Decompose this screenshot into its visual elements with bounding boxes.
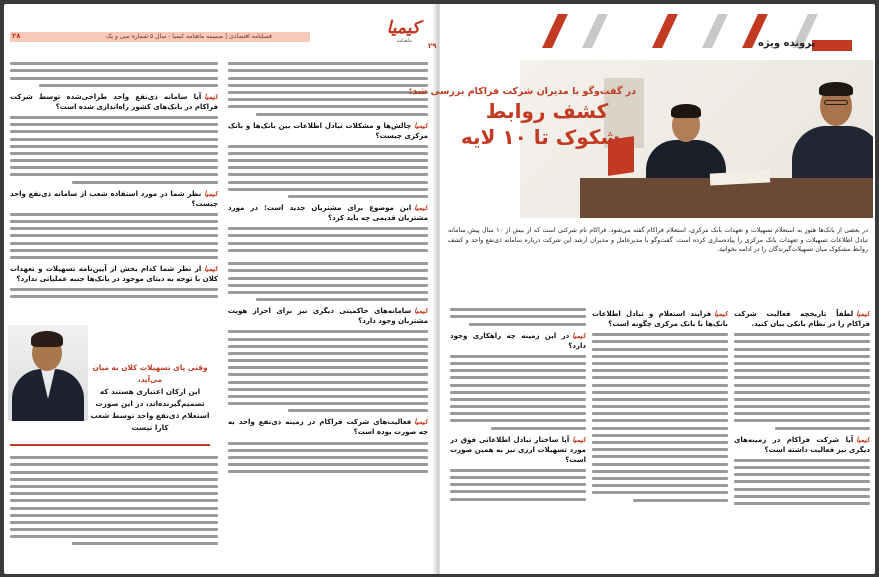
interview-question: کیمیااین موضوع برای مشتریان جدید است؛ در مورد مشتریان قدیمی چه باید کرد؟	[228, 203, 428, 222]
left-page-header	[10, 18, 426, 48]
right-column-middle	[592, 304, 728, 570]
left-header-title: فصلنامه اقتصادی | ضمیمه ماهنامه کیمیا - سال ۵ شماره سی و یک	[106, 33, 272, 40]
right-page-number: ۲۹	[428, 42, 437, 50]
interview-question: کیمیافعالیت‌های شرکت فراکام در زمینه ذی‌نفع واحد به چه صورت بوده است؟	[228, 417, 428, 437]
interview-question: کیمیاآیا سامانه ذی‌نفع واحد طراحی‌شده توسط شرکت فراکام در بانک‌های کشور راه‌اندازی شده است؟	[10, 91, 218, 111]
right-column-left	[450, 304, 586, 570]
section-label-bar	[812, 40, 852, 51]
article-title: کشف روابط مشکوک تا ۱۰ لایه	[460, 99, 634, 149]
left-page-number: ۲۸	[12, 32, 21, 40]
pull-quote-rule	[10, 444, 210, 446]
interviewee-photo-left	[8, 325, 88, 421]
pull-quote-body: این ارکان اعتباری هستند که تصمیم‌گیرنده‌اند، در این صورت استعلام ذی‌نفع واحد توسط شعب کارا نیست	[90, 387, 210, 432]
interview-question: کیمیاآیا ساختار تبادل اطلاعاتی فوق در مورد تسهیلات ارزی نیز به همین صورت است؟	[450, 434, 586, 464]
left-column-left-bottom	[10, 452, 218, 568]
section-label: پرونده ویژه	[758, 38, 816, 49]
left-column-right-top	[228, 58, 428, 258]
article-kicker: در گفت‌وگو با مدیران شرکت فراکام بررسی شد:	[408, 86, 636, 97]
article-intro: در بعضی از بانک‌ها هنوز به استعلام تسهیلات و تعهدات بانک مرکزی، استعلام فراکام گفته می‌شود. فراکام نام شرکتی است که از بیش از ۱۰ سال پیش سامانه تبادل اطلاعات تسهیلات و تعهدات بانک مرکزی را پیاده‌سازی کرده است. گفت‌وگو با مدیرعامل و مدیران ارشد این شرکت درباره سامانه ذی‌نفع واحد و کشف روابط مشکوک میان تسهیلات‌گیرندگان را در ادامه بخوانید.	[448, 227, 868, 254]
interview-question: کیمیافرایند استعلام و تبادل اطلاعات بانک‌ها با بانک مرکزی چگونه است؟	[592, 309, 728, 328]
pull-quote	[88, 362, 212, 440]
right-column-right	[734, 304, 870, 570]
left-column-right-bottom	[228, 258, 428, 568]
interview-question: کیمیااز نظر شما کدام بخش از آیین‌نامه تسهیلات و تعهدات کلان با توجه به دیتای موجود در بانک‌ها جنبه عملیاتی ندارد؟	[10, 263, 218, 283]
interview-question: کیمیاسامانه‌های حاکمیتی دیگری نیز برای احراز هویت مشتریان وجود دارد؟	[228, 306, 428, 326]
interview-question: کیمیادر این زمینه چه راهکاری وجود دارد؟	[450, 330, 586, 350]
interview-question: کیمیانظر شما در مورد استفاده شعب از سامانه ذی‌نفع واحد چیست؟	[10, 188, 218, 208]
magazine-logo-subtitle: ماهنامه	[396, 38, 412, 44]
interview-question: کیمیاچالش‌ها و مشکلات تبادل اطلاعات بین بانک‌ها و بانک مرکزی چیست؟	[228, 120, 428, 140]
interview-question: کیمیاآیا شرکت فراکام در زمینه‌های دیگری نیز فعالیت داشته است؟	[734, 434, 870, 454]
left-column-left-top	[10, 58, 218, 324]
interview-question: کیمیالطفاً تاریخچه فعالیت شرکت فراکام را در نظام بانکی بیان کنید.	[734, 309, 870, 328]
magazine-logo: کیمیا	[386, 18, 420, 38]
pull-quote-highlight: وقتی پای تسهیلات کلان به میان می‌آید،	[92, 363, 208, 384]
